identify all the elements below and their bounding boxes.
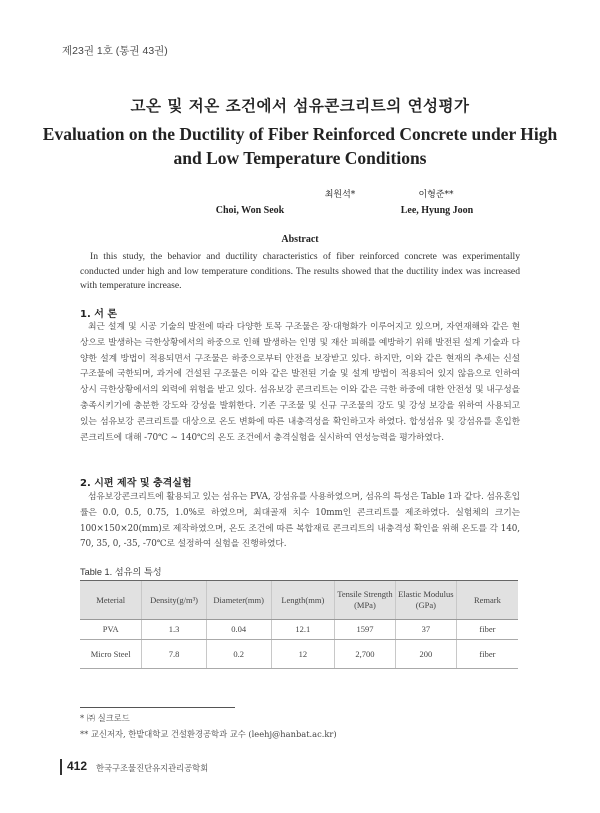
author-2-name-en: Lee, Hyung Joon <box>400 205 474 216</box>
section-1-heading: 1. 서 론 <box>80 309 118 320</box>
col-header-elastic-modulus: Elastic Modulus (GPa) <box>395 581 456 620</box>
abstract-heading: Abstract <box>281 234 319 245</box>
cell-tensile-strength: 2,700 <box>335 640 396 669</box>
table-caption: Table 1. 섬유의 특성 <box>80 567 162 577</box>
cell-length: 12.1 <box>271 620 334 640</box>
author-1-name-ko: 최원석* <box>324 190 356 200</box>
table-row <box>80 620 518 640</box>
table-header-row <box>80 581 518 620</box>
col-header-density: Density(g/m³) <box>142 581 206 620</box>
cell-tensile-strength: 1597 <box>335 620 396 640</box>
paper-title-english-line-1: Evaluation on the Ductility of Fiber Reinforced Concrete under High <box>42 124 558 144</box>
footnote-divider <box>80 707 235 708</box>
cell-diameter: 0.04 <box>206 620 271 640</box>
cell-remark: fiber <box>456 620 518 640</box>
footnote-1: * ㈜ 실크로드 <box>80 713 130 723</box>
author-2-name-ko: 이형준** <box>418 190 454 200</box>
journal-volume-header: 제23권 1호 (통권 43권) <box>62 45 168 57</box>
cell-elastic-modulus: 37 <box>395 620 456 640</box>
table-row <box>80 640 518 669</box>
cell-density: 7.8 <box>142 640 206 669</box>
cell-material: Micro Steel <box>80 640 142 669</box>
col-header-length: Length(mm) <box>271 581 334 620</box>
paper-title-english-line-2: and Low Temperature Conditions <box>173 148 427 168</box>
col-header-material: Meterial <box>80 581 142 620</box>
cell-material: PVA <box>80 620 142 640</box>
paper-title-korean: 고온 및 저온 조건에서 섬유콘크리트의 연성평가 <box>130 97 470 115</box>
col-header-diameter: Diameter(mm) <box>206 581 271 620</box>
section-2-text: 섬유보강콘크리트에 활용되고 있는 섬유는 PVA, 강섬유를 사용하였으며, 섬유의 특성은 Table 1과 같다. 섬유혼입률은 0.0, 0.5, 0.75, 1.0%로 하였으며, 최대골재 치수 10mm인 콘크리트를 제조하였다. 실험체의 크기는 100×150×20(mm)로 제작하였으며, 온도 조건에 따른 복합재료 콘크리트의 내충격성 확인을 위해 온도를 각 140, 70, 35, 0, -35, -70℃로 설정하여 실험을 진행하였다. <box>80 492 520 550</box>
cell-diameter: 0.2 <box>206 640 271 669</box>
col-header-tensile-strength: Tensile Strength (MPa) <box>335 581 396 620</box>
page-number-bar <box>60 759 62 775</box>
section-1-text: 최근 설계 및 시공 기술의 발전에 따라 다양한 토목 구조물은 장·대형화가 이루어지고 있으며, 자연재해와 같은 현상으로 발생하는 극한상황에서의 하중으로 인해 발생하는 인명 및 재산 피해를 예방하기 위해 발전된 설계 기술과 다양한 설계 방법이 적용되면서 구조물은 하중으로부터 안전을 보장받고 있다. 하지만, 이와 같은 현재의 추세는 신설 구조물에 국한되며, 과거에 건설된 구조물은 이와 같은 발전된 기술 및 설계 방법이 적용되어 있지 않음으로 인하여 상시 극한상황에서의 외력에 위험을 받고 있다. 섬유보강 콘크리트는 이와 같은 극한 하중에 대한 안전성 및 내구성을 충족시키기에 충분한 강도와 강성을 발휘한다. 기존 구조물 및 신규 구조물의 강도 및 강성 보강을 위하여 사용되고 있는 섬유보강 콘크리트를 대상으로 온도 변화에 따른 내충격성을 확인하고자 하였다. 합성섬유 및 강섬유를 혼입한 콘크리트에 대해 -70℃ ~ 140℃의 온도 조건에서 충격실험을 실시하여 연성능력을 평가하였다. <box>80 322 520 443</box>
page-number: 412 <box>67 759 88 773</box>
paper-title-english <box>40 122 560 170</box>
cell-density: 1.3 <box>142 620 206 640</box>
society-name: 한국구조물진단유지관리공학회 <box>96 763 209 773</box>
cell-length: 12 <box>271 640 334 669</box>
footnote-2: ** 교신저자, 한밭대학교 건설환경공학과 교수 (leehj@hanbat.ac.kr) <box>80 729 337 739</box>
fiber-properties-table <box>80 580 518 669</box>
cell-elastic-modulus: 200 <box>395 640 456 669</box>
author-1-name-en: Choi, Won Seok <box>215 205 285 216</box>
cell-remark: fiber <box>456 640 518 669</box>
abstract-text: In this study, the behavior and ductility characteristics of fiber reinforced concrete was experimentally conducted under high and low temperature conditions. The results showed that the ductility index was increased with temperature increase. <box>80 251 520 292</box>
section-2-heading: 2. 시편 제작 및 충격실험 <box>80 478 192 489</box>
col-header-remark: Remark <box>456 581 518 620</box>
